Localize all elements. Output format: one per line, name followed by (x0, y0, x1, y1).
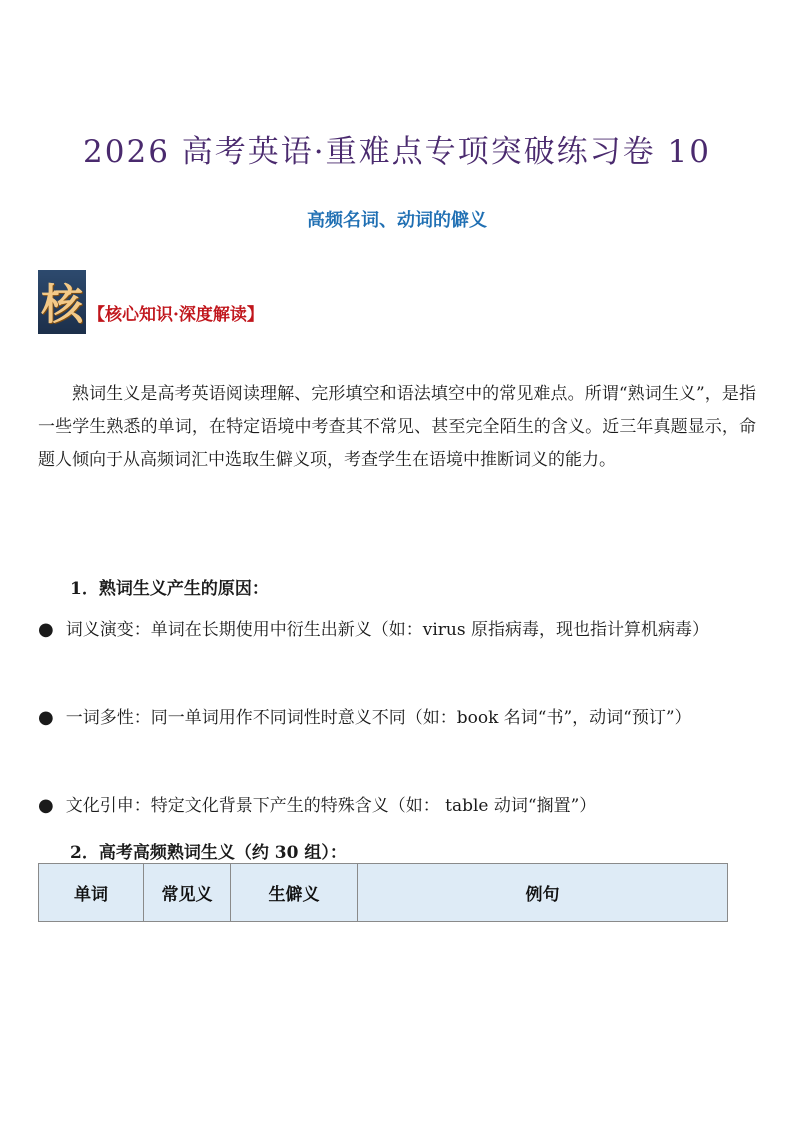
point2-heading: 2．高考高频熟词生义（约 30 组）： (70, 843, 347, 863)
page-title: 2026 高考英语·重难点专项突破练习卷 10 (83, 134, 711, 170)
page-subtitle: 高频名词、动词的僻义 (307, 210, 487, 231)
bullet-text: 词义演变：单词在长期使用中衍生出新义（如：virus 原指病毒，现也指计算机病毒） (65, 620, 709, 640)
bullet-item (38, 696, 756, 740)
bullet-dot-icon: ● (38, 619, 54, 640)
bullet-text: 一词多性：同一单词用作不同词性时意义不同（如：book 名词“书”，动词“预订”） (65, 708, 692, 728)
intro-paragraph: 熟词生义是高考英语阅读理解、完形填空和语法填空中的常见难点。所谓“熟词生义”，是指一些学生熟悉的单词，在特定语境中考查其不常见、甚至完全陌生的含义。近三年真题显示，命题人倾向于从高频词汇中选取生僻义项，考查学生在语境中推断词义的能力。 (38, 384, 756, 470)
bullet-dot-icon: ● (38, 707, 54, 728)
bullet-item (38, 784, 756, 828)
header-common-meaning: 常见义 (144, 864, 231, 922)
bullet-item (38, 608, 756, 652)
header-rare-meaning: 生僻义 (231, 864, 358, 922)
point1-heading: 1．熟词生义产生的原因： (70, 579, 269, 599)
section-label: 【核心知识·深度解读】 (88, 305, 264, 325)
bullet-text: 文化引申：特定文化背景下产生的特殊含义（如： table 动词“搁置”） (65, 796, 597, 816)
vocab-table (38, 863, 728, 922)
header-example: 例句 (358, 864, 728, 922)
section-badge: 核 (38, 270, 86, 334)
header-word: 单词 (39, 864, 144, 922)
table-header-row (39, 864, 728, 922)
bullet-dot-icon: ● (38, 795, 54, 816)
